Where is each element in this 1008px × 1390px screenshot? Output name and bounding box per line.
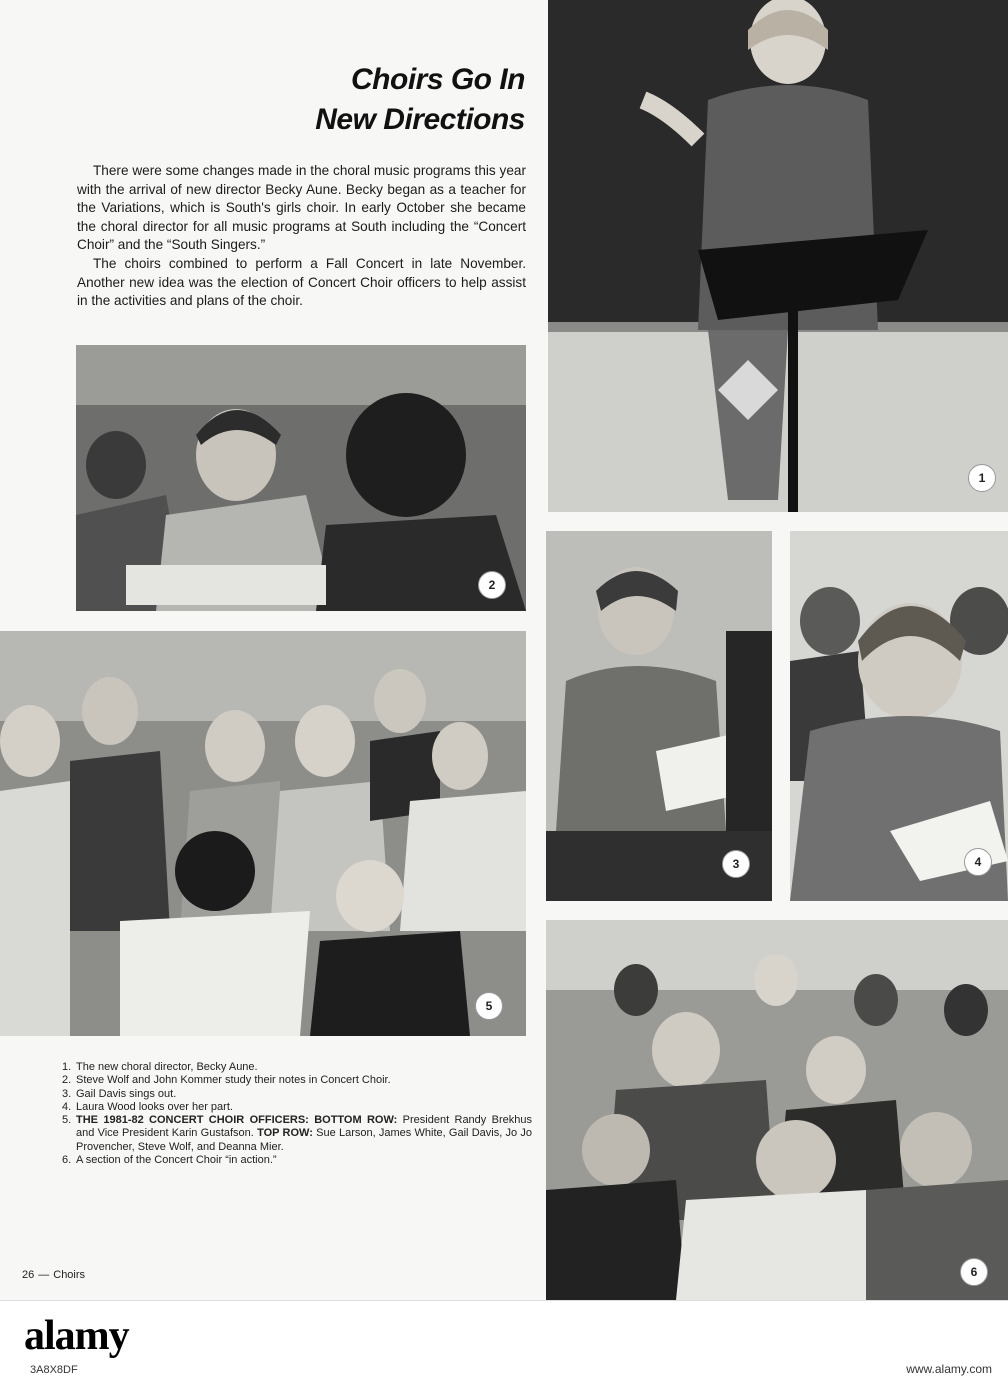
photo-5-choir-officers (0, 631, 526, 1036)
photo-choir-officers-group-icon (0, 631, 526, 1036)
caption-2: 2. Steve Wolf and John Kommer study their notes in Concert Choir. (62, 1074, 391, 1087)
photo-number-badge: 4 (964, 848, 992, 876)
body-paragraph-2: The choirs combined to perform a Fall Concert in late November. Another new idea was the election of Concert Choir officers to help assist in the activities and plans of the choir. (77, 255, 526, 309)
photo-2-students-reading (76, 345, 526, 611)
photo-4-singer (790, 531, 1008, 901)
page-folio (22, 1269, 85, 1281)
body-paragraph-1: There were some changes made in the choral music programs this year with the arrival of new director Becky Aune. Becky began as a teacher for the Variations, which is South's girls choir. In early October she became the choral director for all music programs at South including the “Concert Choir” and the “South Singers.” (77, 163, 526, 253)
caption-5: 5. THE 1981-82 CONCERT CHOIR OFFICERS: BOTTOM ROW: President Randy Brekhus and Vice President Karin Gustafson. TOP ROW: Sue Larson, James White, Gail Davis, Jo Jo Provencher, Steve Wolf, and Deanna Mier. (62, 1114, 532, 1153)
folio-dash: — (38, 1269, 50, 1281)
caption-6: 6. A section of the Concert Choir “in action.” (62, 1154, 277, 1167)
photo-number-badge: 2 (478, 571, 506, 599)
photo-students-reading-notes-icon (76, 345, 526, 611)
article-title (190, 60, 525, 140)
photo-singer-with-sheet-icon (546, 531, 772, 901)
photo-number-badge: 3 (722, 850, 750, 878)
photo-choir-section-icon (546, 920, 1008, 1300)
alamy-logo: alamy (24, 1313, 129, 1359)
watermark-footer (0, 1300, 1008, 1390)
photo-number-badge: 6 (960, 1258, 988, 1286)
photo-number-badge: 1 (968, 464, 996, 492)
caption-4: 4. Laura Wood looks over her part. (62, 1100, 233, 1113)
section-name: Choirs (53, 1269, 86, 1281)
photo-6-choir-section (546, 920, 1008, 1300)
title-line-2: New Directions (315, 103, 525, 137)
caption-3: 3. Gail Davis sings out. (62, 1087, 177, 1100)
image-id: 3A8X8DF (30, 1364, 78, 1376)
photo-3-singer (546, 531, 772, 901)
photo-captions (62, 1061, 532, 1167)
photo-1-choral-director (548, 0, 1008, 512)
footer-divider (0, 1300, 1008, 1301)
title-line-1: Choirs Go In (351, 63, 525, 97)
watermark-url: www.alamy.com (906, 1362, 992, 1376)
photo-number-badge: 5 (475, 992, 503, 1020)
page-number: 26 (22, 1269, 35, 1281)
caption-1: 1. The new choral director, Becky Aune. (62, 1061, 258, 1073)
photo-choral-director-icon (548, 0, 1008, 512)
article-body (77, 162, 526, 311)
photo-singer-looking-over-part-icon (790, 531, 1008, 901)
